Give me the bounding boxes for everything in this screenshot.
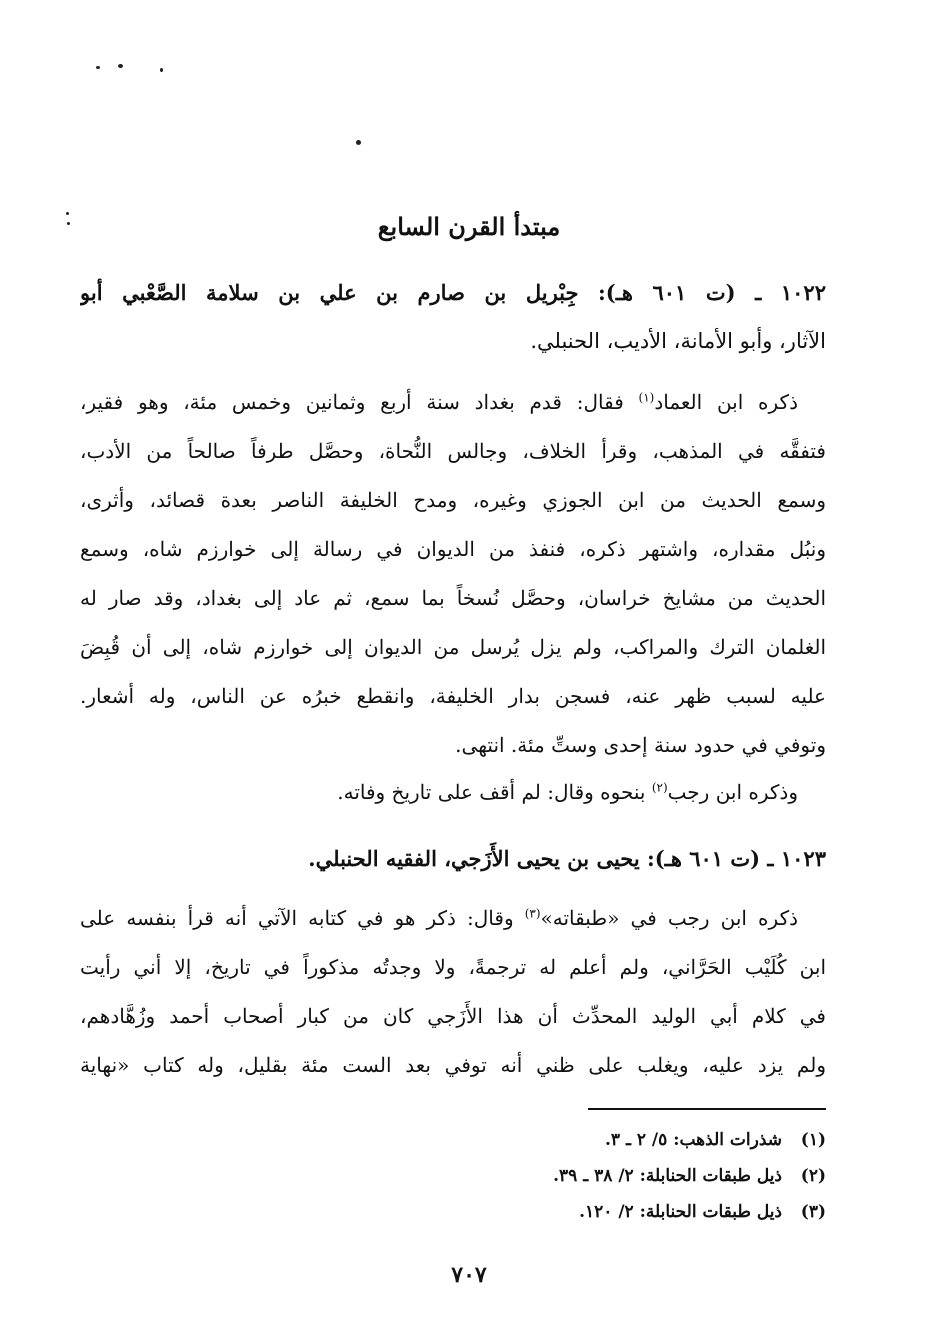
footnote-ref: (١) [638, 390, 655, 405]
chapter-title: مبتدأ القرن السابع [377, 212, 561, 241]
footnote-ref: (٣) [524, 906, 541, 921]
text-span: ذكره ابن العماد [654, 390, 798, 414]
footnote-2 [326, 1158, 826, 1194]
footnote-number: (١) [800, 1130, 826, 1150]
text-line: فتفقَّه في المذهب، وقرأ الخلاف، وجالس النُّحاة، وحصَّل طرفاً صالحاً من الأدب، [80, 439, 826, 463]
footnotes [326, 1122, 826, 1230]
text-line [80, 894, 826, 943]
footnote-text: ذيل طبقات الحنابلة: ٢/ ٣٨ ـ ٣٩. [553, 1166, 782, 1186]
paragraph-ibn-rajab [80, 768, 826, 817]
text-line: ونبُل مقداره، واشتهر ذكره، فنفذ من الديوان في رسالة إلى خوارزم شاه، وسمع [80, 537, 826, 561]
entry-name: يحيى بن يحيى الأَزَجي، الفقيه الحنبلي. [308, 846, 640, 871]
text-line: وتوفي في حدود سنة إحدى وستِّ مئة. انتهى. [455, 733, 826, 757]
text-line: ولم يزد عليه، ويغلب على ظني أنه توفي بعد الست مئة بقليل، وله كتاب «نهاية [80, 1053, 826, 1077]
entry-1023-line [80, 834, 826, 883]
text-span: ذكره ابن رجب في «طبقاته» [540, 906, 798, 930]
entry-1022-line-2: الآثار، وأبو الأمانة، الأديب، الحنبلي. [530, 329, 826, 353]
entry-number: ١٠٢٣ ـ (ت ٦٠١ هـ): [639, 846, 826, 871]
footnote-divider [588, 1108, 826, 1110]
text-line: وسمع الحديث من ابن الجوزي وغيره، ومدح الخليفة الناصر بعدة قصائد، وأثرى، [80, 488, 826, 512]
footnote-3 [326, 1194, 826, 1230]
paragraph-tabaqat [80, 894, 826, 1090]
text-line: ابن كُلَيْب الحَرَّاني، ولم أعلم له ترجمةً، ولا وجدتُه مذكوراً في تاريخ، إلا أني رأيت [80, 955, 826, 979]
text-line [80, 378, 826, 427]
text-line: الغلمان الترك والمراكب، ولم يزل يُرسل من الديوان إلى خوارزم شاه، إلى أن قُبِضَ [80, 635, 826, 659]
text-line: الحديث من مشايخ خراسان، وحصَّل نُسخاً بما سمع، ثم عاد إلى بغداد، وقد صار له [80, 586, 826, 610]
entry-name: جِبْريل بن صارم بن علي بن سلامة الصَّعْبي أبو [80, 280, 579, 305]
paragraph-ibn-al-imad [80, 378, 826, 770]
text-span: فقال: قدم بغداد سنة أربع وثمانين وخمس مئة، وهو فقير، [80, 390, 639, 414]
text-line: في كلام أبي الوليد المحدِّث أن هذا الأَزَجي كان من كبار أصحاب أحمد وزُهَّادهم، [80, 1004, 826, 1028]
text-span: بنحوه وقال: لم أقف على تاريخ وفاته. [337, 780, 652, 804]
footnote-number: (٣) [800, 1202, 826, 1222]
footnote-number: (٢) [800, 1166, 826, 1186]
entry-number: ١٠٢٢ ـ (ت ٦٠١ هـ): [578, 280, 826, 305]
entry-1022-line-1 [80, 268, 826, 317]
footnote-text: شذرات الذهب: ٥/ ٢ ـ ٣. [604, 1130, 782, 1150]
text-span: وقال: ذكر هو في كتابه الآتي أنه قرأ بنفسه على [80, 906, 525, 930]
footnote-ref: (٢) [651, 780, 668, 795]
entry-1023-heading [80, 834, 826, 883]
footnote-text: ذيل طبقات الحنابلة: ٢/ ١٢٠. [579, 1202, 782, 1222]
text-line: عليه لسبب ظهر عنه، فسجن بدار الخليفة، وانقطع خبرُه عن الناس، وله أشعار. [80, 684, 826, 708]
text-span: وذكره ابن رجب [667, 780, 798, 804]
footnote-1 [326, 1122, 826, 1158]
text-line [80, 768, 826, 817]
entry-1022-heading [80, 268, 826, 366]
page-number: ٧٠٧ [451, 1262, 487, 1288]
